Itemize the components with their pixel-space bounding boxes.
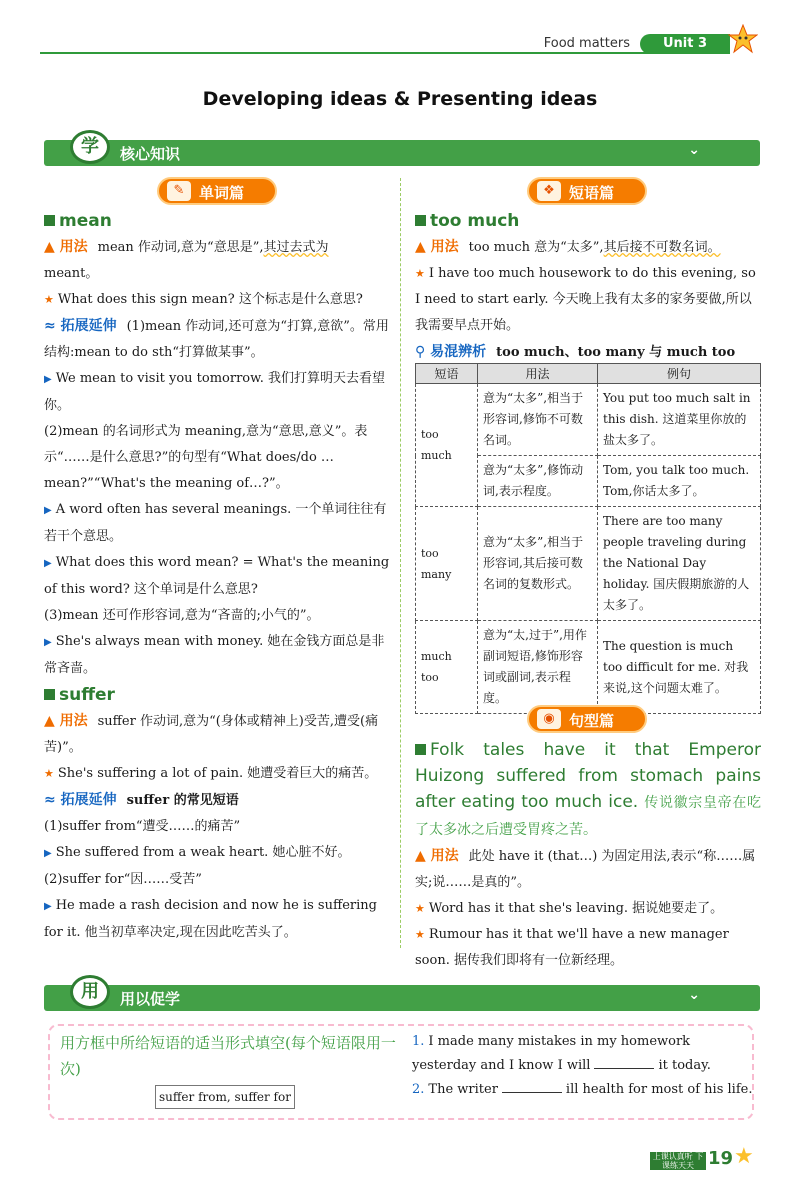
usage-label: ▲ 用法 bbox=[44, 713, 88, 729]
table-header: 例句 bbox=[598, 364, 761, 384]
too-much-heading: too much bbox=[415, 208, 761, 234]
table-row bbox=[416, 507, 761, 621]
pill-label: 短语篇 bbox=[569, 184, 615, 202]
too-much-example: ★ I have too much housework to do this evening, so I need to start early. 今天晚上我有太多的家务要做,所以我需要早点开始。 bbox=[415, 266, 756, 333]
sentence-section bbox=[415, 737, 761, 974]
table-row bbox=[416, 621, 761, 714]
table-cell-example: The question is much too difficult for me. 对我来说,这个问题太难了。 bbox=[598, 621, 761, 714]
mean-example: ▶ What does this word mean? = What's the meaning of this word? 这个单词是什么意思? bbox=[44, 555, 390, 597]
left-column bbox=[44, 208, 394, 946]
key-sentence: Folk tales have it that Emperor Huizong suffered from stomach pains after eating too much ice. 传说徽宗皇帝在吃了太多冰之后遭受胃疼之苦。 bbox=[415, 740, 761, 838]
banner-title: 核心知识 bbox=[120, 145, 181, 163]
table-cell-example: Tom, you talk too much. Tom,你话太多了。 bbox=[598, 456, 761, 507]
table-header-row bbox=[416, 364, 761, 384]
star-icon: ★ bbox=[734, 1144, 754, 1169]
pill-label: 句型篇 bbox=[569, 712, 615, 730]
too-much-usage: ▲ 用法 too much 意为“太多”,其后接不可数名词。 bbox=[415, 239, 721, 255]
column-divider bbox=[400, 178, 401, 948]
right-column bbox=[415, 208, 761, 366]
exercise-questions bbox=[412, 1030, 757, 1102]
sentence-example: ★ Word has it that she's leaving. 据说她要走了。 bbox=[415, 901, 724, 916]
question-1: 1. I made many mistakes in my homework yesterday and I know I will it today. bbox=[412, 1034, 711, 1073]
suffer-example: ★ She's suffering a lot of pain. 她遭受着巨大的痛苦。 bbox=[44, 766, 378, 781]
suffer-example: ▶ She suffered from a weak heart. 她心脏不好。 bbox=[44, 845, 351, 860]
footer-tag: 上课认真听 下课练天天 bbox=[650, 1152, 706, 1170]
usage-label: ▲ 用法 bbox=[415, 239, 459, 255]
table-cell-use: 意为“太多”,修饰动词,表示程度。 bbox=[478, 456, 598, 507]
table-cell-word: too many bbox=[416, 507, 478, 621]
suffer-extension: ≈ 拓展延伸 suffer 的常见短语 bbox=[44, 792, 239, 808]
table-cell-example: You put too much salt in this dish. 这道菜里你放的盐太多了。 bbox=[598, 384, 761, 456]
table-row bbox=[416, 384, 761, 456]
learn-badge: 学 bbox=[70, 130, 110, 164]
chevron-down-icon[interactable]: ⌄ bbox=[688, 142, 700, 158]
phrase-box: suffer from, suffer for bbox=[155, 1085, 295, 1109]
table-cell-use: 意为“太,过于”,用作副词短语,修饰形容词或副词,表示程度。 bbox=[478, 621, 598, 714]
mean-example: ▶ She's always mean with money. 她在金钱方面总是非常吝啬。 bbox=[44, 634, 385, 676]
mean-extension-1: ≈ 拓展延伸 (1)mean 作动词,还可意为“打算,意欲”。常用结构:mean to do sth“打算做某事”。 bbox=[44, 318, 389, 360]
pencil-icon: ✎ bbox=[167, 181, 191, 201]
comparison-table bbox=[415, 363, 761, 714]
suffer-heading: suffer bbox=[44, 682, 394, 708]
section-label: Food matters bbox=[543, 36, 630, 51]
confusion-title: ⚲ 易混辨析 too much、too many 与 much too bbox=[415, 344, 736, 360]
mean-usage-tail: meant。 bbox=[44, 266, 99, 281]
table-cell-word: much too bbox=[416, 621, 478, 714]
suffer-usage: ▲ 用法 suffer 作动词,意为“(身体或精神上)受苦,遭受(痛苦)”。 bbox=[44, 713, 379, 755]
square-icon bbox=[415, 215, 426, 226]
page-number: 19 bbox=[708, 1148, 734, 1169]
mean-example: ★ What does this sign mean? 这个标志是什么意思? bbox=[44, 292, 363, 307]
mean-example: ▶ We mean to visit you tomorrow. 我们打算明天去看望你。 bbox=[44, 371, 385, 413]
table-cell-use: 意为“太多”,相当于形容词,其后接可数名词的复数形式。 bbox=[478, 507, 598, 621]
answer-blank[interactable] bbox=[594, 1068, 654, 1069]
mean-example: ▶ A word often has several meanings. 一个单词往往有若干个意思。 bbox=[44, 502, 387, 544]
chevron-down-icon[interactable]: ⌄ bbox=[688, 987, 700, 1003]
pill-label: 单词篇 bbox=[199, 184, 245, 202]
globe-icon: ◉ bbox=[537, 709, 561, 729]
words-pill bbox=[157, 177, 277, 205]
mean-heading: mean bbox=[44, 208, 394, 234]
suffer-phrase-1: (1)suffer from“遭受……的痛苦” bbox=[44, 819, 241, 834]
wifi-icon: ≈ 拓展延伸 bbox=[44, 318, 117, 334]
answer-blank[interactable] bbox=[502, 1092, 562, 1093]
square-icon bbox=[44, 215, 55, 226]
square-icon bbox=[415, 744, 426, 755]
phrases-pill bbox=[527, 177, 647, 205]
suffer-example: ▶ He made a rash decision and now he is suffering for it. 他当初草率决定,现在因此吃苦头了。 bbox=[44, 898, 377, 940]
page-title: Developing ideas & Presenting ideas bbox=[202, 88, 598, 110]
sentences-pill bbox=[527, 705, 647, 733]
magnifier-icon: ⚲ 易混辨析 bbox=[415, 344, 487, 360]
table-cell-use: 意为“太多”,相当于形容词,修饰不可数名词。 bbox=[478, 384, 598, 456]
practice-banner[interactable] bbox=[44, 981, 760, 1011]
usage-label: ▲ 用法 bbox=[415, 848, 459, 864]
wifi-icon: ≈ 拓展延伸 bbox=[44, 792, 117, 808]
sentence-example: ★ Rumour has it that we'll have a new manager soon. 据传我们即将有一位新经理。 bbox=[415, 927, 729, 968]
table-cell-word: too much bbox=[416, 384, 478, 507]
mean-extension-2: (2)mean 的名词形式为 meaning,意为“意思,意义”。表示“……是什么意思?”的句型有“What does/do … mean?”“What's the meaning of…?”。 bbox=[44, 424, 368, 491]
sentence-usage: ▲ 用法 此处 have it (that…) 为固定用法,表示“称……属实;说……是真的”。 bbox=[415, 848, 756, 890]
page-header bbox=[40, 30, 760, 60]
mean-extension-3: (3)mean 还可作形容词,意为“吝啬的;小气的”。 bbox=[44, 608, 320, 623]
header-rule bbox=[40, 52, 720, 54]
use-badge: 用 bbox=[70, 975, 110, 1009]
table-header: 用法 bbox=[478, 364, 598, 384]
table-header: 短语 bbox=[416, 364, 478, 384]
table-cell-example: There are too many people traveling during the National Day holiday. 国庆假期旅游的人太多了。 bbox=[598, 507, 761, 621]
core-knowledge-banner[interactable] bbox=[44, 136, 760, 166]
square-icon bbox=[44, 689, 55, 700]
puzzle-icon: ❖ bbox=[537, 181, 561, 201]
unit-label: Unit 3 bbox=[640, 34, 730, 54]
suffer-phrase-2: (2)suffer for“因……受苦” bbox=[44, 872, 202, 887]
star-mascot-icon bbox=[728, 24, 758, 54]
banner-title: 用以促学 bbox=[120, 990, 181, 1008]
mean-usage: ▲ 用法 mean 作动词,意为“意思是”,其过去式为 bbox=[44, 239, 329, 255]
page-footer bbox=[650, 1144, 760, 1172]
question-2: 2. The writer ill health for most of his life. bbox=[412, 1082, 753, 1097]
usage-label: ▲ 用法 bbox=[44, 239, 88, 255]
exercise-instruction: 用方框中所给短语的适当形式填空(每个短语限用一次) bbox=[60, 1034, 396, 1078]
